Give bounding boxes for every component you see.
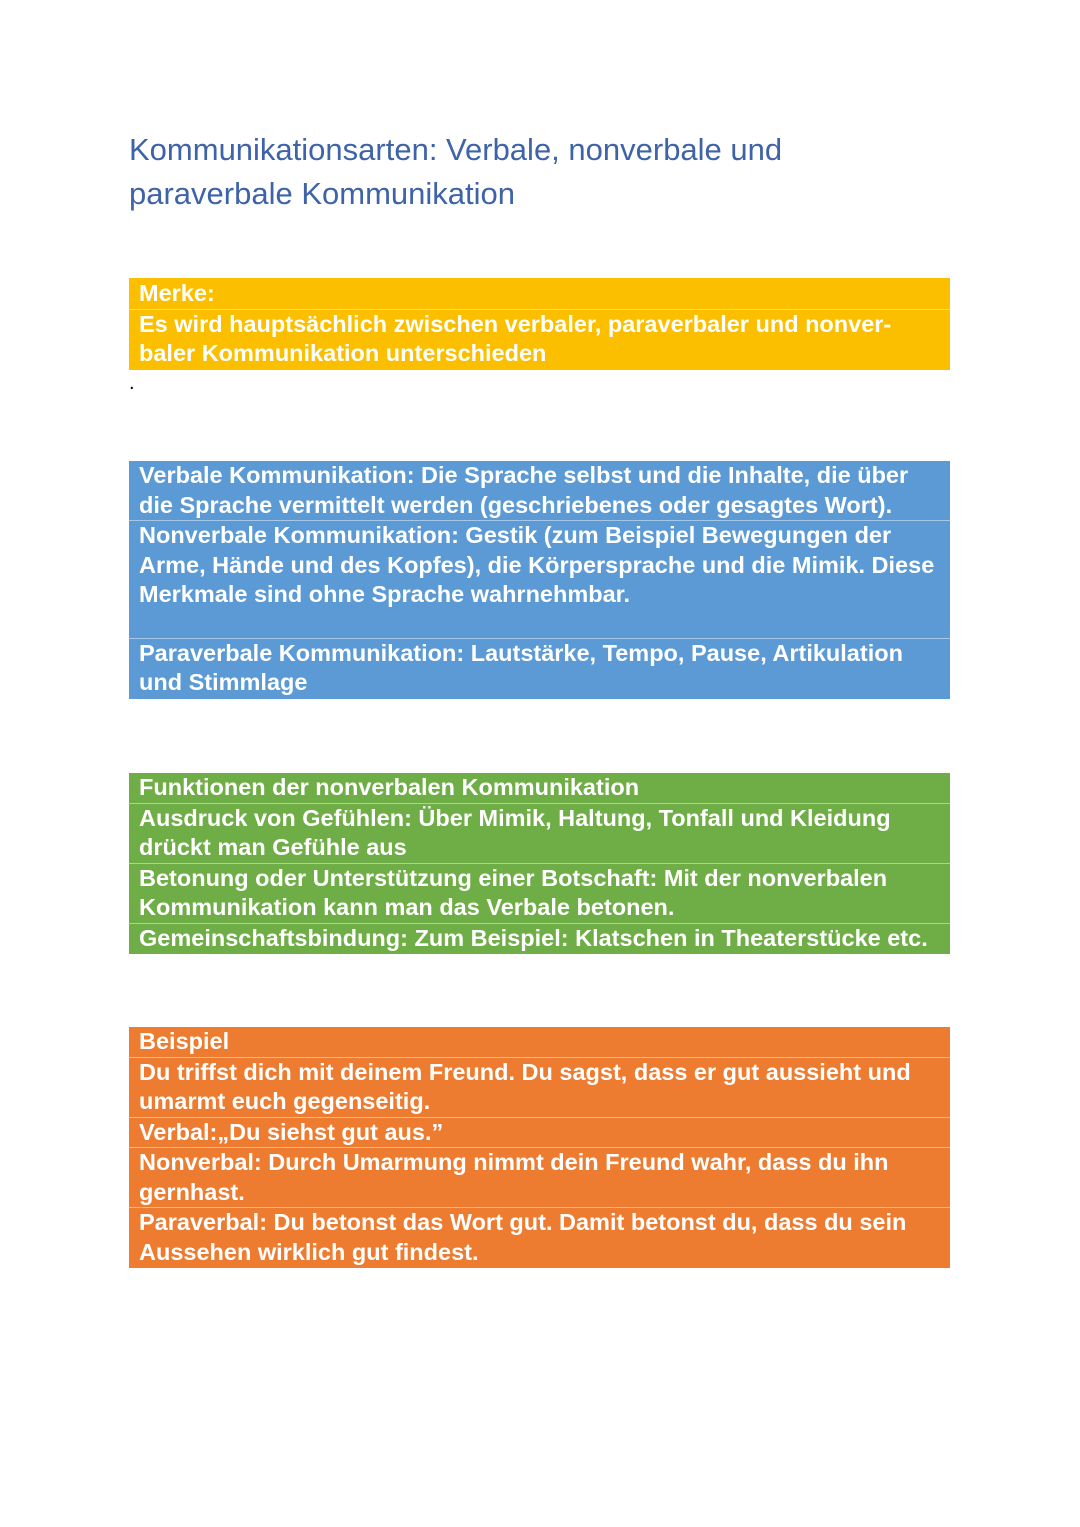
beispiel-item: Paraverbal: Du betonst das Wort gut. Damit betonst du, dass du sein Aussehen wirklich gut findest. <box>139 1209 907 1265</box>
page-title: Kommunikationsarten: Verbale, nonverbale und paraverbale Kommunikation <box>129 132 783 211</box>
beispiel-heading: Beispiel <box>129 1027 950 1058</box>
nonverbal-definition: Nonverbale Kommunikation: Gestik (zum Beispiel Bewegungen der Arme, Hände und des Kopfes), die Körpersprache und die Mimik. Diese Merkmale sind ohne Sprache wahrnehmbar. <box>129 521 950 639</box>
funktion-item: Betonung oder Unterstützung einer Botschaft: Mit der nonverbalen Kommunikation kann man das Verbale betonen. <box>129 864 950 924</box>
funktionen-heading: Funktionen der nonverbalen Kommunikation <box>129 773 950 804</box>
merke-text: Es wird hauptsächlich zwischen verbaler, paraverbaler und nonver-baler Kommunikation unterschieden <box>139 310 892 366</box>
kommunikationsarten-box <box>129 461 950 699</box>
beispiel-item: Verbal:„Du siehst gut aus.” <box>129 1118 950 1149</box>
beispiel-item: Du triffst dich mit deinem Freund. Du sagst, dass er gut aussieht und umarmt euch gegenseitig. <box>129 1058 950 1118</box>
verbal-definition: Verbale Kommunikation: Die Sprache selbst und die Inhalte, die über die Sprache vermittelt werden (geschriebenes oder gesagtes Wort). <box>129 461 950 521</box>
beispiel-item: Nonverbal: Durch Umarmung nimmt dein Freund wahr, dass du ihn gernhast. <box>129 1148 950 1208</box>
funktionen-box <box>129 773 950 954</box>
funktion-item: Gemeinschaftsbindung: Zum Beispiel: Klatschen in Theaterstücke etc. <box>139 924 928 951</box>
beispiel-box <box>129 1027 950 1268</box>
separator-dot: . <box>129 372 135 394</box>
funktion-item: Ausdruck von Gefühlen: Über Mimik, Haltung, Tonfall und Kleidung drückt man Gefühle aus <box>129 804 950 864</box>
merke-heading: Merke: <box>129 278 950 310</box>
merke-box <box>129 278 950 370</box>
paraverbal-definition: Paraverbale Kommunikation: Lautstärke, Tempo, Pause, Artikulation und Stimmlage <box>139 639 903 695</box>
